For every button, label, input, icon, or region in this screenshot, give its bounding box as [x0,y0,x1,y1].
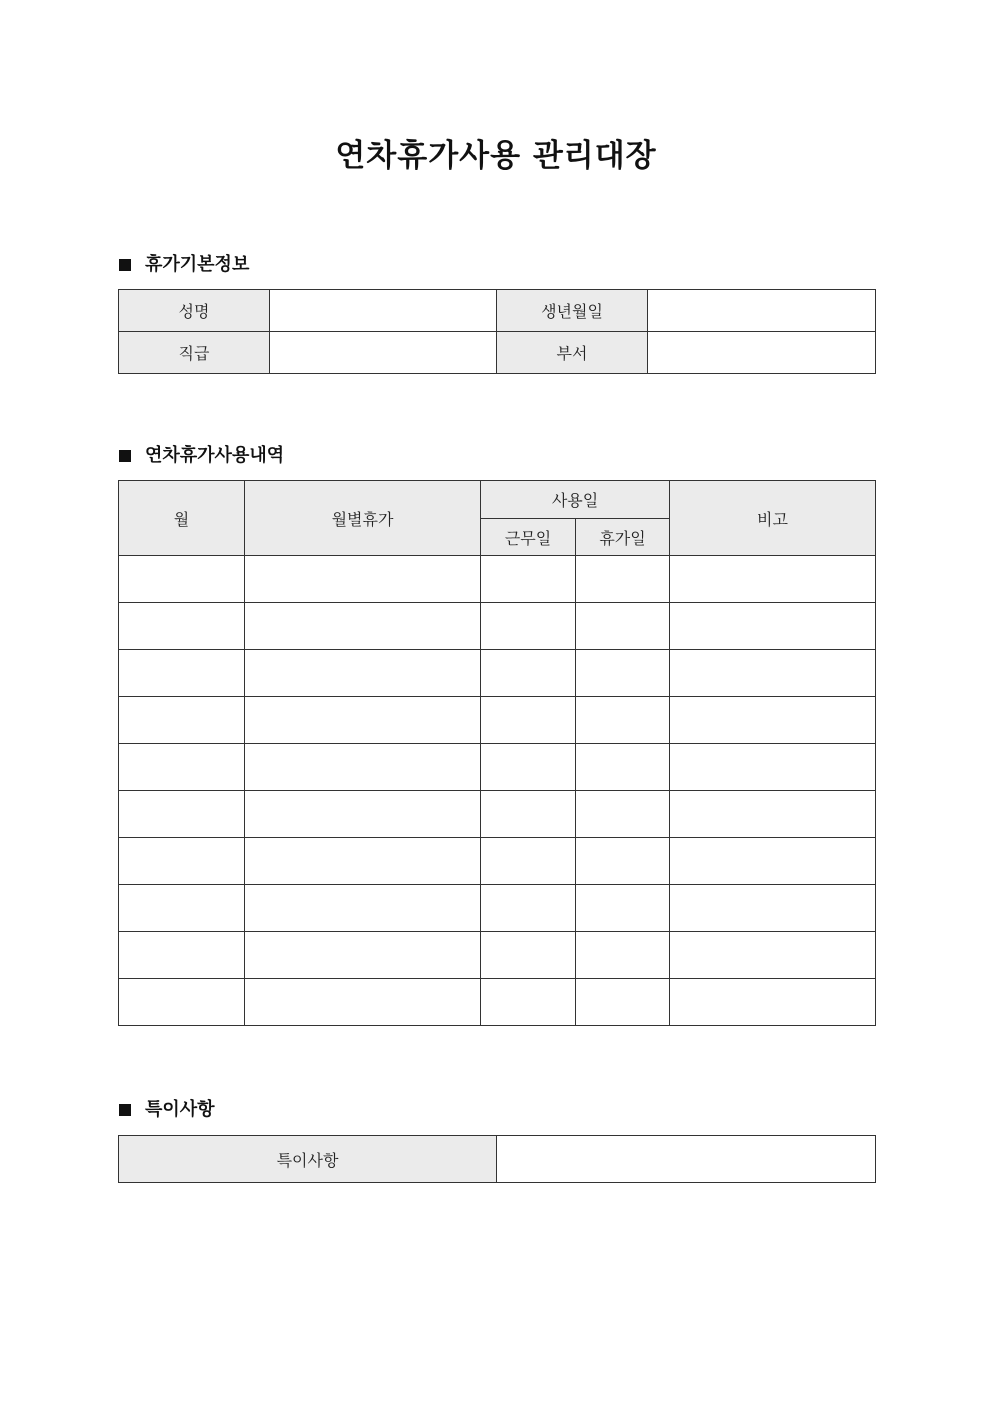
month-cell[interactable] [119,932,245,979]
work-days-cell[interactable] [481,697,576,744]
special-notes-label: 특이사항 [119,1136,497,1183]
remarks-cell[interactable] [670,603,876,650]
usage-history-heading-text: 연차휴가사용내역 [145,445,285,466]
table-row [119,556,876,603]
remarks-cell[interactable] [670,979,876,1026]
month-cell[interactable] [119,979,245,1026]
table-row [119,932,876,979]
leave-days-cell[interactable] [576,744,670,791]
monthly-leave-cell[interactable] [245,556,481,603]
leave-days-cell[interactable] [576,556,670,603]
monthly-leave-cell[interactable] [245,697,481,744]
leave-days-cell[interactable] [576,791,670,838]
month-cell[interactable] [119,697,245,744]
leave-days-cell[interactable] [576,838,670,885]
special-notes-row [119,1136,876,1183]
monthly-leave-cell[interactable] [245,932,481,979]
basic-info-row [119,290,876,332]
month-cell[interactable] [119,650,245,697]
special-notes-heading-text: 특이사항 [145,1099,215,1120]
rank-label: 직급 [119,332,270,374]
work-days-cell[interactable] [481,979,576,1026]
work-days-cell[interactable] [481,885,576,932]
table-row [119,697,876,744]
basic-info-row [119,332,876,374]
special-notes-field[interactable] [497,1136,876,1183]
work-days-cell[interactable] [481,650,576,697]
work-days-cell[interactable] [481,556,576,603]
rank-field[interactable] [270,332,497,374]
usage-table-body [119,556,876,1026]
work-days-cell[interactable] [481,744,576,791]
monthly-leave-header: 월별휴가 [245,481,481,556]
table-row [119,791,876,838]
work-days-cell[interactable] [481,791,576,838]
usage-days-header: 사용일 [481,481,670,519]
remarks-cell[interactable] [670,697,876,744]
monthly-leave-cell[interactable] [245,979,481,1026]
square-bullet-icon [119,450,131,462]
basic-info-heading-text: 휴가기본정보 [145,254,250,275]
table-row [119,885,876,932]
remarks-cell[interactable] [670,556,876,603]
table-row [119,744,876,791]
remarks-cell[interactable] [670,650,876,697]
leave-days-cell[interactable] [576,697,670,744]
remarks-cell[interactable] [670,744,876,791]
month-cell[interactable] [119,791,245,838]
month-cell[interactable] [119,885,245,932]
table-row [119,838,876,885]
monthly-leave-cell[interactable] [245,885,481,932]
leave-days-cell[interactable] [576,932,670,979]
table-row [119,603,876,650]
work-days-header: 근무일 [481,519,576,556]
monthly-leave-cell[interactable] [245,603,481,650]
leave-days-cell[interactable] [576,979,670,1026]
remarks-cell[interactable] [670,791,876,838]
basic-info-heading [119,253,249,277]
monthly-leave-cell[interactable] [245,650,481,697]
remarks-cell[interactable] [670,932,876,979]
leave-days-cell[interactable] [576,885,670,932]
monthly-leave-cell[interactable] [245,838,481,885]
monthly-leave-cell[interactable] [245,744,481,791]
remarks-cell[interactable] [670,885,876,932]
department-field[interactable] [648,332,876,374]
name-label: 성명 [119,290,270,332]
special-notes-table [118,1135,876,1183]
table-row [119,979,876,1026]
month-cell[interactable] [119,838,245,885]
usage-history-heading [119,444,284,468]
usage-header-row [119,481,876,519]
page-title: 연차휴가사용 관리대장 [335,138,657,174]
birthdate-label: 생년월일 [497,290,648,332]
work-days-cell[interactable] [481,603,576,650]
month-cell[interactable] [119,744,245,791]
remarks-cell[interactable] [670,838,876,885]
month-cell[interactable] [119,556,245,603]
square-bullet-icon [119,259,131,271]
basic-info-table [118,289,876,374]
month-header: 월 [119,481,245,556]
month-cell[interactable] [119,603,245,650]
special-notes-heading [119,1098,215,1122]
remarks-header: 비고 [670,481,876,556]
name-field[interactable] [270,290,497,332]
work-days-cell[interactable] [481,838,576,885]
square-bullet-icon [119,1104,131,1116]
birthdate-field[interactable] [648,290,876,332]
leave-days-cell[interactable] [576,650,670,697]
department-label: 부서 [497,332,648,374]
leave-days-header: 휴가일 [576,519,670,556]
usage-history-table [118,480,876,1026]
leave-days-cell[interactable] [576,603,670,650]
monthly-leave-cell[interactable] [245,791,481,838]
work-days-cell[interactable] [481,932,576,979]
table-row [119,650,876,697]
